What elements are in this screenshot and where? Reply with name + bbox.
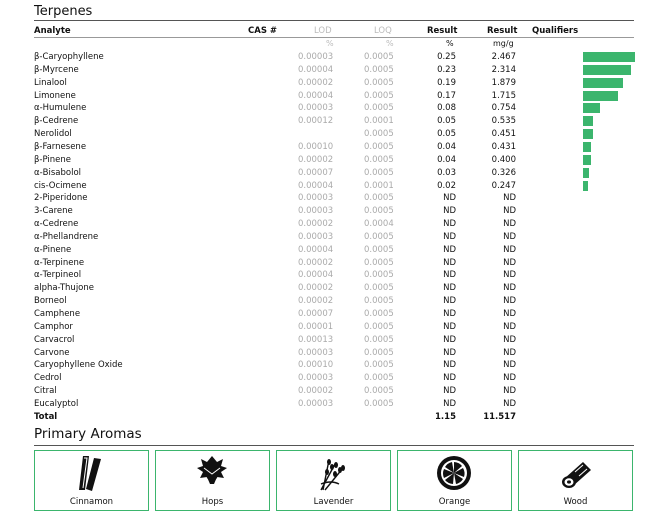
analyte-name: β-Cedrene — [34, 116, 79, 127]
result-mg: ND — [503, 309, 516, 319]
result-mg: ND — [503, 257, 516, 268]
result-pct: ND — [443, 334, 456, 345]
result-pct: ND — [443, 231, 456, 242]
total-mg: 11.517 — [483, 411, 516, 422]
table-row — [0, 231, 670, 244]
analyte-name: cis-Ocimene — [34, 180, 87, 191]
qualifier-bar — [583, 155, 591, 165]
lod-value: 0.00004 — [298, 64, 334, 75]
lod-value: 0.00002 — [298, 219, 334, 230]
lavender-icon — [313, 454, 353, 492]
analyte-name: 3-Carene — [34, 206, 73, 217]
lod-value: 0.00002 — [298, 296, 334, 307]
result-mg: ND — [503, 347, 516, 358]
lod-value: 0.00010 — [298, 360, 334, 371]
result-pct: 0.02 — [437, 180, 456, 191]
analyte-name: β-Pinene — [34, 154, 72, 165]
loq-value: 0.0005 — [364, 231, 394, 242]
result-pct: ND — [443, 386, 456, 397]
analyte-name: Nerolidol — [34, 129, 72, 140]
table-row — [0, 385, 670, 398]
orange-icon — [434, 454, 474, 492]
result-pct: ND — [443, 257, 456, 268]
analyte-name: α-Terpinene — [34, 257, 85, 268]
loq-value: 0.0005 — [364, 77, 394, 88]
lod-value: 0.00010 — [298, 141, 334, 152]
result-pct: ND — [443, 270, 456, 281]
result-mg: ND — [503, 386, 516, 397]
table-row — [0, 244, 670, 257]
result-mg: 0.535 — [491, 116, 516, 127]
lod-value: 0.00007 — [298, 167, 334, 178]
loq-value: 0.0005 — [364, 257, 394, 268]
result-mg: 0.431 — [491, 141, 516, 152]
result-mg: ND — [503, 193, 516, 204]
result-pct: ND — [443, 347, 456, 358]
analyte-name: 2-Piperidone — [34, 193, 88, 204]
lod-value: 0.00002 — [298, 386, 334, 397]
table-row — [0, 154, 670, 167]
aroma-card-cinnamon — [34, 450, 149, 511]
analyte-name: Camphene — [34, 309, 81, 319]
analyte-name: β-Farnesene — [34, 141, 87, 152]
lod-value: 0.00013 — [298, 334, 334, 345]
qualifier-bar — [583, 91, 618, 101]
result-pct: 0.05 — [437, 129, 456, 140]
lod-value: 0.00001 — [298, 321, 334, 332]
result-mg: 0.326 — [491, 167, 516, 178]
lod-value: 0.00002 — [298, 283, 334, 294]
table-row — [0, 180, 670, 193]
table-row — [0, 141, 670, 154]
result-mg: ND — [503, 296, 516, 307]
result-mg: ND — [503, 321, 516, 332]
col-lod: LOD — [314, 26, 332, 36]
lod-value: 0.00004 — [298, 270, 334, 281]
result-mg: 1.715 — [491, 90, 516, 101]
result-mg: ND — [503, 231, 516, 242]
loq-value: 0.0005 — [364, 309, 394, 319]
table-row — [0, 398, 670, 411]
lod-value: 0.00003 — [298, 347, 334, 358]
loq-value: 0.0005 — [364, 64, 394, 75]
lod-value: 0.00002 — [298, 257, 334, 268]
analyte-name: Borneol — [34, 296, 67, 307]
section-title: Terpenes — [34, 4, 93, 19]
lod-value: 0.00004 — [298, 180, 334, 191]
loq-value: 0.0005 — [364, 386, 394, 397]
qualifier-bar — [583, 116, 593, 126]
unit-result-pct: % — [446, 39, 454, 48]
loq-value: 0.0001 — [364, 116, 394, 127]
analyte-name: Citral — [34, 386, 57, 397]
unit-lod: % — [326, 39, 334, 48]
loq-value: 0.0001 — [364, 180, 394, 191]
result-mg: ND — [503, 283, 516, 294]
lod-value: 0.00003 — [298, 193, 334, 204]
result-mg: 0.400 — [491, 154, 516, 165]
loq-value: 0.0005 — [364, 244, 394, 255]
aromas-title: Primary Aromas — [34, 426, 142, 442]
qualifier-bar — [583, 129, 593, 139]
table-row — [0, 295, 670, 308]
analyte-name: Camphor — [34, 321, 73, 332]
lod-value: 0.00003 — [298, 52, 334, 62]
loq-value: 0.0005 — [364, 360, 394, 371]
analyte-name: β-Myrcene — [34, 64, 79, 75]
aroma-card-wood — [518, 450, 633, 511]
loq-value: 0.0005 — [364, 193, 394, 204]
analyte-name: β-Caryophyllene — [34, 52, 104, 62]
result-mg: ND — [503, 398, 516, 409]
lod-value: 0.00004 — [298, 244, 334, 255]
unit-result-mg: mg/g — [493, 39, 514, 48]
loq-value: 0.0004 — [364, 219, 394, 230]
hops-icon — [192, 454, 232, 492]
aroma-card-orange — [397, 450, 512, 511]
result-mg: ND — [503, 373, 516, 384]
result-pct: ND — [443, 373, 456, 384]
analyte-name: α-Terpineol — [34, 270, 82, 281]
loq-value: 0.0005 — [364, 347, 394, 358]
result-pct: ND — [443, 309, 456, 319]
result-mg: 2.314 — [491, 64, 516, 75]
table-row — [0, 334, 670, 347]
total-row — [0, 411, 670, 424]
analyte-name: α-Pinene — [34, 244, 72, 255]
analyte-name: Cedrol — [34, 373, 62, 384]
table-row — [0, 282, 670, 295]
analyte-name: Caryophyllene Oxide — [34, 360, 123, 371]
col-cas: CAS # — [248, 26, 278, 36]
result-pct: ND — [443, 360, 456, 371]
result-pct: 0.17 — [437, 90, 456, 101]
result-mg: 0.754 — [491, 103, 516, 114]
qualifier-bar — [583, 142, 591, 152]
qualifier-bar — [583, 181, 588, 191]
lod-value: 0.00003 — [298, 206, 334, 217]
result-pct: ND — [443, 193, 456, 204]
col-loq: LOQ — [374, 26, 392, 36]
table-row — [0, 115, 670, 128]
lod-value: 0.00003 — [298, 103, 334, 114]
result-mg: ND — [503, 334, 516, 345]
table-row — [0, 51, 670, 64]
loq-value: 0.0005 — [364, 373, 394, 384]
analyte-name: α-Phellandrene — [34, 231, 99, 242]
aroma-label: Wood — [563, 497, 588, 507]
lod-value: 0.00012 — [298, 116, 334, 127]
analyte-name: Eucalyptol — [34, 398, 79, 409]
unit-loq: % — [386, 39, 394, 48]
aromas-panel — [34, 450, 638, 511]
result-pct: 0.23 — [437, 64, 456, 75]
result-pct: 0.25 — [437, 52, 456, 62]
result-mg: 1.879 — [491, 77, 516, 88]
table-row — [0, 218, 670, 231]
analyte-name: Carvone — [34, 347, 70, 358]
col-qualifiers: Qualifiers — [532, 26, 579, 36]
loq-value: 0.0005 — [364, 206, 394, 217]
result-mg: 0.451 — [491, 129, 516, 140]
aroma-card-hops — [155, 450, 270, 511]
table-row — [0, 359, 670, 372]
col-result-mg: Result — [487, 26, 518, 36]
lod-value: 0.00003 — [298, 398, 334, 409]
col-result-pct: Result — [427, 26, 458, 36]
result-pct: ND — [443, 283, 456, 294]
result-pct: 0.03 — [437, 167, 456, 178]
header-rule — [34, 37, 634, 38]
lod-value: 0.00003 — [298, 231, 334, 242]
loq-value: 0.0005 — [364, 321, 394, 332]
table-row — [0, 167, 670, 180]
loq-value: 0.0005 — [364, 283, 394, 294]
analyte-name: Linalool — [34, 77, 67, 88]
qualifier-bar — [583, 78, 623, 88]
table-row — [0, 308, 670, 321]
analyte-name: α-Humulene — [34, 103, 87, 114]
result-pct: 0.08 — [437, 103, 456, 114]
loq-value: 0.0005 — [364, 398, 394, 409]
loq-value: 0.0005 — [364, 154, 394, 165]
lod-value: 0.00002 — [298, 77, 334, 88]
result-pct: ND — [443, 321, 456, 332]
table-row — [0, 372, 670, 385]
analyte-name: Carvacrol — [34, 334, 75, 345]
table-row — [0, 321, 670, 334]
result-pct: 0.19 — [437, 77, 456, 88]
aroma-label: Lavender — [313, 497, 354, 507]
result-mg: 0.247 — [491, 180, 516, 191]
loq-value: 0.0005 — [364, 103, 394, 114]
loq-value: 0.0005 — [364, 141, 394, 152]
result-pct: ND — [443, 398, 456, 409]
table-row — [0, 192, 670, 205]
result-pct: ND — [443, 219, 456, 230]
result-mg: ND — [503, 244, 516, 255]
table-row — [0, 257, 670, 270]
loq-value: 0.0005 — [364, 270, 394, 281]
qualifier-bar — [583, 52, 635, 62]
title-rule — [34, 20, 634, 21]
lod-value: 0.00003 — [298, 373, 334, 384]
col-analyte: Analyte — [34, 26, 71, 36]
result-pct: ND — [443, 296, 456, 307]
result-mg: ND — [503, 206, 516, 217]
qualifier-bar — [583, 65, 631, 75]
total-pct: 1.15 — [435, 411, 456, 422]
cinnamon-icon — [71, 454, 111, 492]
lod-value: 0.00004 — [298, 90, 334, 101]
lod-value: 0.00002 — [298, 154, 334, 165]
aroma-label: Orange — [438, 497, 471, 507]
table-row — [0, 102, 670, 115]
wood-icon — [555, 454, 595, 492]
analyte-name: α-Bisabolol — [34, 167, 82, 178]
analyte-name: α-Cedrene — [34, 219, 79, 230]
result-pct: ND — [443, 206, 456, 217]
qualifier-bar — [583, 103, 600, 113]
loq-value: 0.0005 — [364, 90, 394, 101]
table-row — [0, 205, 670, 218]
result-pct: 0.04 — [437, 154, 456, 165]
lod-value: 0.00007 — [298, 309, 334, 319]
aroma-card-lavender — [276, 450, 391, 511]
table-row — [0, 64, 670, 77]
table-row — [0, 128, 670, 141]
table-row — [0, 269, 670, 282]
loq-value: 0.0005 — [364, 296, 394, 307]
total-label: Total — [34, 411, 58, 422]
result-mg: 2.467 — [491, 52, 516, 62]
loq-value: 0.0005 — [364, 52, 394, 62]
result-pct: 0.04 — [437, 141, 456, 152]
result-pct: ND — [443, 244, 456, 255]
qualifier-bar — [583, 168, 589, 178]
aroma-label: Hops — [201, 497, 224, 507]
table-row — [0, 77, 670, 90]
table-row — [0, 347, 670, 360]
loq-value: 0.0005 — [364, 334, 394, 345]
result-pct: 0.05 — [437, 116, 456, 127]
loq-value: 0.0005 — [364, 167, 394, 178]
aroma-label: Cinnamon — [69, 497, 114, 507]
table-row — [0, 90, 670, 103]
analyte-name: alpha-Thujone — [34, 283, 94, 294]
result-mg: ND — [503, 360, 516, 371]
result-mg: ND — [503, 270, 516, 281]
aromas-rule — [34, 445, 634, 446]
analyte-name: Limonene — [34, 90, 76, 101]
result-mg: ND — [503, 219, 516, 230]
loq-value: 0.0005 — [364, 129, 394, 140]
